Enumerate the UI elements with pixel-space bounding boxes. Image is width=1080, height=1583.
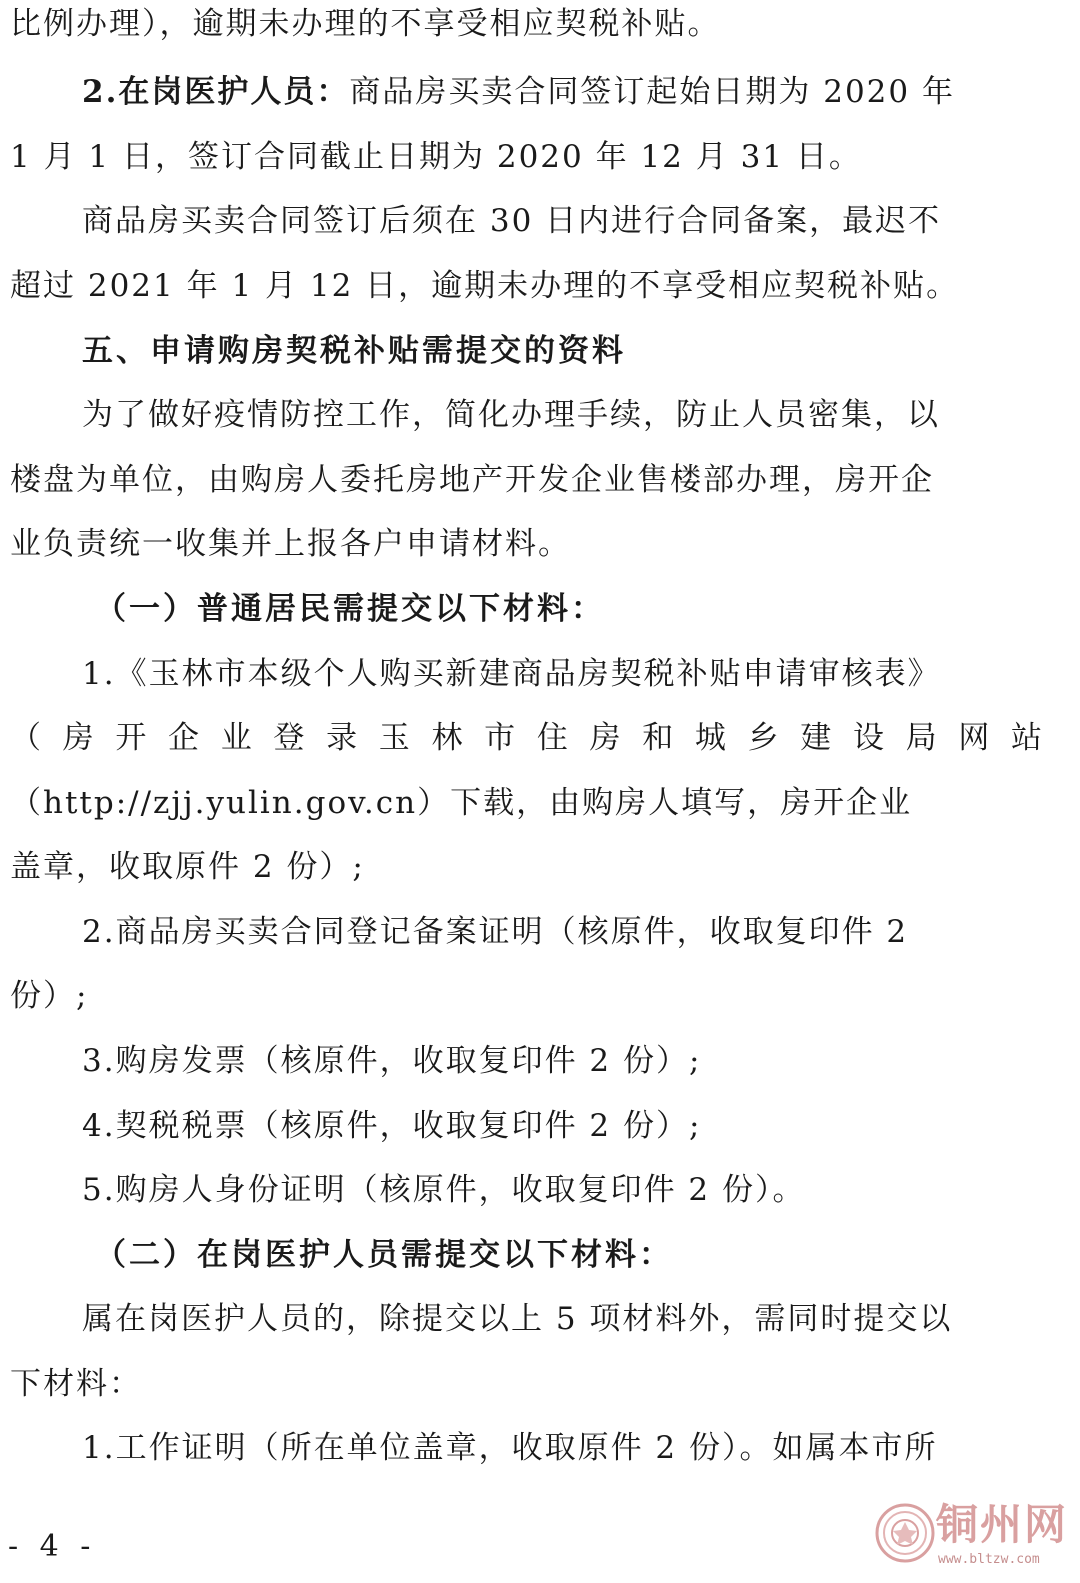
page-number: - 4 - (8, 1529, 97, 1564)
text-line: 4.契税税票（核原件，收取复印件 2 份）; (82, 1108, 702, 1144)
text-line: 为了做好疫情防控工作，简化办理手续，防止人员密集，以 (82, 397, 940, 433)
text-line: 超过 2021 年 1 月 12 日，逾期未办理的不享受相应契税补贴。 (10, 268, 960, 304)
text-segment: 商品房买卖合同签订起始日期为 2020 年 (349, 74, 955, 110)
section-heading: 五、申请购房契税补贴需提交的资料 (82, 333, 626, 369)
text-line: （http://zjj.yulin.gov.cn）下载，由购房人填写，房开企业 (10, 785, 913, 821)
paragraph-line (82, 72, 1044, 112)
text-line: 1.工作证明（所在单位盖章，收取原件 2 份）。如属本市所 (82, 1430, 938, 1466)
text-line: 业负责统一收集并上报各户申请材料。 (10, 526, 571, 562)
subsection-heading: （二）在岗医护人员需提交以下材料： (95, 1237, 673, 1273)
text-line: 下材料： (10, 1366, 142, 1402)
text-line: 商品房买卖合同签订后须在 30 日内进行合同备案，最迟不 (82, 203, 942, 239)
section-label: 2.在岗医护人员： (82, 74, 350, 110)
text-line: 3.购房发票（核原件，收取复印件 2 份）; (82, 1043, 702, 1079)
watermark-site-name: 铜州网 (936, 1500, 1069, 1549)
text-line: 份）; (10, 978, 89, 1014)
text-line: 1 月 1 日，签订合同截止日期为 2020 年 12 月 31 日。 (10, 139, 862, 175)
subsection-heading: （一）普通居民需提交以下材料： (95, 591, 605, 627)
site-watermark (870, 1496, 1070, 1580)
text-line: 1.《玉林市本级个人购买新建商品房契税补贴申请审核表》 (82, 656, 941, 692)
text-line: 盖章，收取原件 2 份）; (10, 849, 365, 885)
text-line: 2.商品房买卖合同登记备案证明（核原件，收取复印件 2 (82, 914, 909, 950)
text-line: （房开企业登录玉林市住房和城乡建设局网站 (10, 720, 1044, 756)
text-line: 5.购房人身份证明（核原件，收取复印件 2 份）。 (82, 1172, 806, 1208)
text-line: 楼盘为单位，由购房人委托房地产开发企业售楼部办理，房开企 (10, 462, 934, 498)
text-line: 比例办理），逾期未办理的不享受相应契税补贴。 (10, 6, 721, 42)
watermark-url: www.bltzw.com (938, 1552, 1040, 1567)
seal-logo-icon (874, 1502, 936, 1564)
text-line: 属在岗医护人员的，除提交以上 5 项材料外，需同时提交以 (82, 1301, 953, 1337)
